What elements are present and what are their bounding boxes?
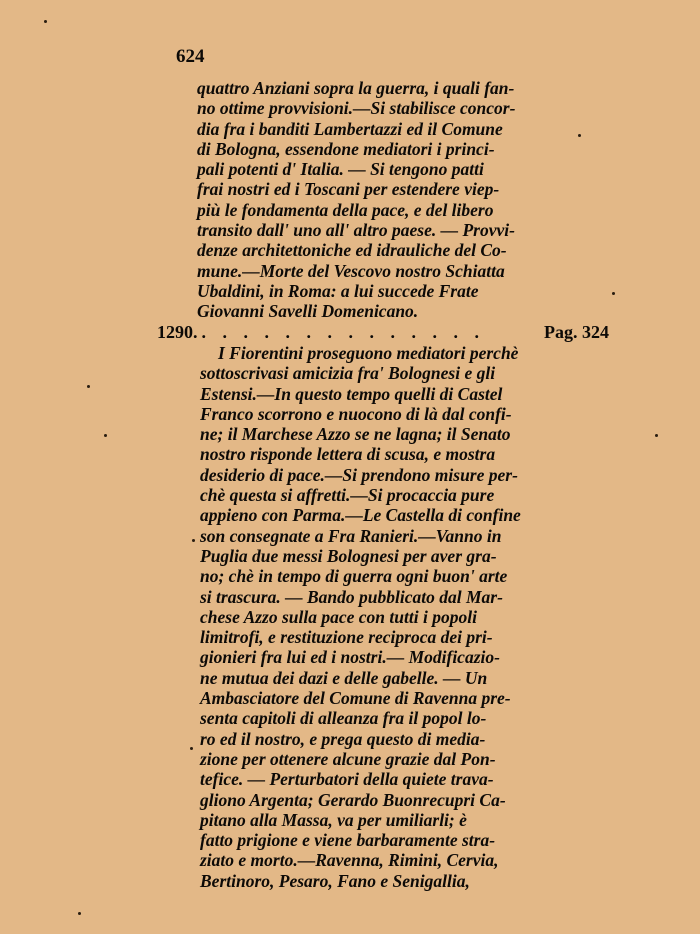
text-line: Franco scorrono e nuocono di là dal confi- [200,403,512,424]
text-line: quattro Anziani sopra la guerra, i quali fan- [197,78,515,98]
text-line: zione per ottenere alcune grazie dal Pon- [200,748,496,769]
entry-paragraph-1290 [200,343,570,891]
text-line: tefice. — Perturbatori della quiete trava- [200,769,494,790]
ink-speck [192,539,195,542]
page-number: 624 [176,46,205,67]
text-line: dia fra i banditi Lambertazzi ed il Comune [197,118,503,139]
text-line: fatto prigione e viene barbaramente stra- [200,830,496,851]
year-label: 1290. [157,322,198,342]
text-line: gionieri fra lui ed i nostri.— Modificazio- [200,647,500,668]
page-reference: Pag. 324 [544,322,609,342]
entry-paragraph-continued [197,78,567,322]
text-line: no ottime provvisioni.—Si stabilisce concor- [197,98,516,119]
text-line: limitrofi, e restituzione reciproca dei pri- [200,627,493,648]
text-line: ne; il Marchese Azzo se ne lagna; il Senato [200,424,511,445]
ink-speck [44,20,47,23]
ink-speck [87,385,90,388]
text-line: pali potenti d' Italia. — Si tengono patti [197,159,484,180]
ink-speck [578,134,581,137]
text-line: si trascura. — Bando pubblicato dal Mar- [200,586,503,607]
text-line: son consegnate a Fra Ranieri.—Vanno in [200,525,502,546]
text-line: Giovanni Savelli Domenicano. [197,301,419,322]
text-line: Puglia due messi Bolognesi per aver gra- [200,545,497,566]
text-line: frai nostri ed i Toscani per estendere viep- [197,179,500,200]
text-line: di Bologna, essendone mediatori i princi- [197,138,495,159]
ink-speck [612,292,615,295]
text-line: Bertinoro, Pesaro, Fano e Senigallia, [200,870,470,891]
text-line: chè questa si affretti.—Si procaccia pure [200,485,495,506]
text-line: mune.—Morte del Vescovo nostro Schiatta [197,260,505,281]
text-line: senta capitoli di alleanza fra il popol lo- [200,708,487,729]
ink-speck [655,434,658,437]
text-line: I Fiorentini proseguono mediatori perchè [218,343,519,363]
text-line: più le fondamenta della pace, e del libero [197,199,494,220]
text-line: denze architettoniche ed idrauliche del Co- [197,240,507,261]
text-line: ziato e morto.—Ravenna, Rimini, Cervia, [200,850,499,871]
ink-speck [104,434,107,437]
text-line: Ambasciatore del Comune di Ravenna pre- [200,688,511,709]
ink-speck [78,912,81,915]
text-line: pitano alla Massa, va per umiliarli; è [200,809,467,830]
text-line: ro ed il nostro, e prega questo di media- [200,728,486,749]
text-line: sottoscrivasi amicizia fra' Bolognesi e gli [200,363,496,384]
text-line: ne mutua dei dazi e delle gabelle. — Un [200,667,488,688]
text-line: desiderio di pace.—Si prendono misure per- [200,464,518,485]
ink-speck [190,747,193,750]
text-line: no; chè in tempo di guerra ogni buon' arte [200,566,508,587]
text-line: transito dall' uno all' altro paese. — Provvi- [197,220,515,241]
text-line: chese Azzo sulla pace con tutti i popoli [200,606,477,627]
year-heading-line [157,322,609,343]
text-line: gliono Argenta; Gerardo Buonrecupri Ca- [200,789,506,810]
text-line: appieno con Parma.—Le Castella di confine [200,505,521,526]
text-line: Ubaldini, in Roma: a lui succede Frate [197,280,479,301]
text-line: nostro risponde lettera di scusa, e mostra [200,444,496,465]
text-line: Estensi.—In questo tempo quelli di Castel [200,383,503,404]
leader-dots: . . . . . . . . . . . . . . [201,322,485,342]
